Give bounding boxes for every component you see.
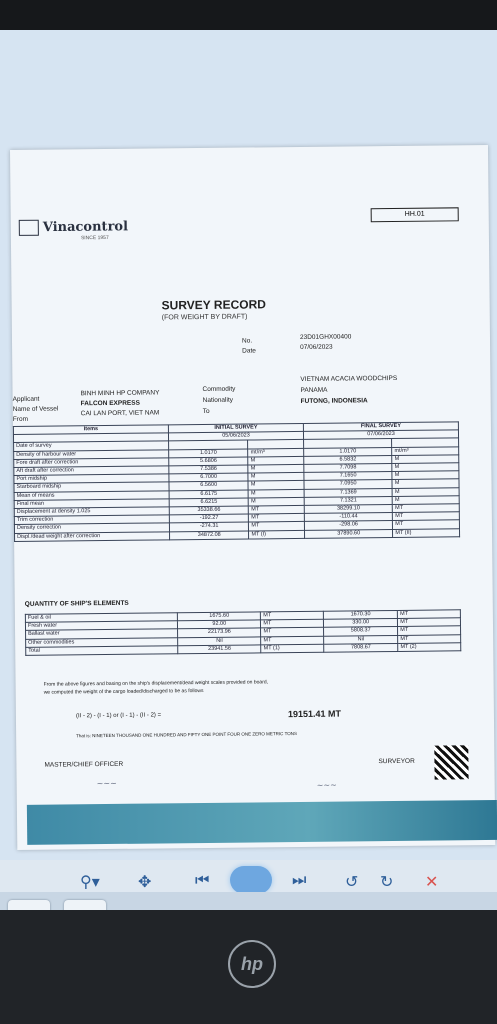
row-item: Total — [26, 646, 178, 656]
skip-forward-icon[interactable]: ⏭ — [292, 872, 307, 889]
row-item: Ballast water — [26, 629, 178, 639]
row-item: Mean of means — [14, 490, 169, 500]
final-unit: MT (II) — [393, 528, 460, 537]
page-title: SURVEY RECORD — [161, 297, 266, 313]
initial-unit: M — [248, 481, 304, 490]
row-item: Density of harbour water — [14, 449, 169, 459]
final-value: Nil — [324, 635, 398, 644]
elements-title: QUANTITY OF SHIP'S ELEMENTS — [24, 599, 129, 608]
no-value: 23D01GHX00400 — [299, 333, 352, 341]
initial-unit: M — [248, 464, 304, 473]
from-value: CAI LAN PORT, VIET NAM — [80, 409, 160, 418]
initial-unit: MT — [249, 522, 305, 531]
final-unit: MT (2) — [398, 643, 461, 652]
rotate-right-icon[interactable]: ↻ — [380, 874, 394, 891]
page-subtitle: (FOR WEIGHT BY DRAFT) — [161, 313, 248, 322]
final-value: 330.00 — [324, 619, 398, 628]
initial-unit: mt/m³ — [248, 448, 304, 457]
applicant-value: BINH MINH HP COMPANY — [80, 389, 160, 398]
initial-unit: MT — [249, 505, 305, 514]
final-value: 7808.67 — [324, 643, 398, 652]
date-label: Date — [242, 347, 256, 355]
row-item: Fuel & oil — [25, 613, 177, 623]
vessel-label: Name of Vessel — [12, 405, 59, 413]
initial-value: -274.31 — [169, 522, 248, 531]
col-final: FINAL SURVEY — [303, 422, 458, 432]
final-value: -110.44 — [304, 513, 392, 522]
final-date: 07/06/2023 — [303, 430, 458, 440]
initial-unit: MT — [261, 628, 324, 637]
initial-date: 05/06/2023 — [168, 432, 303, 442]
initial-value: 34872.08 — [170, 531, 249, 540]
row-item: Density correction — [14, 523, 169, 533]
document-page — [10, 145, 495, 850]
formula: (II - 2) - (I - 1) or (I - 1) - (II - 2) = — [75, 712, 162, 720]
initial-value: 23941.56 — [178, 645, 261, 654]
surveyor-label: SURVEYOR — [378, 757, 415, 766]
initial-unit: MT (1) — [261, 644, 324, 653]
footer-band — [27, 800, 497, 845]
final-value: 1.0170 — [304, 447, 392, 456]
final-unit: M — [392, 455, 459, 464]
initial-value: 6.7000 — [169, 473, 248, 482]
final-value: 6.5832 — [304, 455, 392, 464]
initial-value: Nil — [178, 637, 261, 646]
hp-logo: hp — [228, 940, 276, 988]
initial-value: 6.5600 — [169, 481, 248, 490]
initial-value: 1.0170 — [169, 449, 248, 458]
monitor-bezel-top — [0, 0, 497, 34]
commodity-label: Commodity — [202, 385, 236, 393]
vinacontrol-logo — [19, 219, 128, 236]
initial-value: 92.00 — [178, 620, 261, 629]
to-value: FUTONG, INDONESIA — [300, 397, 368, 405]
to-label: To — [202, 407, 210, 415]
final-value: -298.06 — [304, 521, 392, 530]
initial-value: 7.5386 — [169, 465, 248, 474]
final-value: 37890.60 — [304, 529, 392, 538]
initial-value: 35338.66 — [169, 506, 248, 515]
final-value: 7.7098 — [304, 464, 392, 473]
final-unit: M — [392, 479, 459, 488]
row-item: Other commodities — [26, 637, 178, 647]
final-unit: M — [392, 487, 459, 496]
final-unit: MT — [393, 520, 460, 529]
col-items: Items — [13, 425, 168, 435]
result-in-words: That is: NINETEEN THOUSAND ONE HUNDRED AND FIFTY ONE POINT FOUR ONE ZERO METRIC TONS — [76, 731, 298, 739]
row-item: Displ./dead weight after correction — [15, 531, 170, 541]
initial-value: 6.6175 — [169, 490, 248, 499]
logo-subtitle: SINCE 1957 — [80, 234, 109, 242]
final-value: 7.1650 — [304, 472, 392, 481]
slideshow-icon[interactable] — [230, 866, 272, 894]
col-initial: INITIAL SURVEY — [168, 423, 303, 433]
no-label: No. — [241, 337, 253, 345]
vessel-value: FALCON EXPRESS — [80, 399, 140, 408]
final-unit: MT — [398, 610, 461, 619]
final-unit: M — [392, 496, 459, 505]
final-unit: MT — [398, 626, 461, 635]
nationality-value: PANAMA — [300, 386, 328, 394]
qr-code — [434, 745, 468, 779]
final-value: 7.1321 — [304, 496, 392, 505]
pan-icon[interactable]: ✥ — [138, 874, 152, 891]
laptop-body — [0, 910, 497, 1024]
applicant-label: Applicant — [12, 395, 40, 403]
row-item: Fresh water — [25, 621, 177, 631]
initial-unit: M — [248, 473, 304, 482]
initial-unit: M — [248, 456, 304, 465]
initial-unit: MT — [261, 636, 324, 645]
row-item: Aft draft after correction — [14, 466, 169, 476]
row-item: Port midship — [14, 474, 169, 484]
close-icon[interactable]: ✕ — [425, 874, 439, 891]
final-unit: MT — [393, 504, 460, 513]
initial-unit: MT — [261, 619, 324, 628]
initial-unit: MT — [261, 611, 324, 620]
initial-unit: M — [249, 497, 305, 506]
skip-back-icon[interactable]: ⏮ — [195, 872, 210, 889]
final-unit: M — [392, 471, 459, 480]
date-value: 07/06/2023 — [300, 343, 333, 351]
initial-value: 1675.60 — [178, 612, 261, 621]
row-item: Trim correction — [14, 515, 169, 525]
final-value: 38299.10 — [304, 505, 392, 514]
final-unit: M — [392, 463, 459, 472]
screen — [0, 30, 497, 910]
survey-table — [13, 421, 460, 542]
final-value: 7.1369 — [304, 488, 392, 497]
final-unit: MT — [398, 634, 461, 643]
conclusion-line-2: we computed the weight of the cargo loaded/discharged to be as follows — [43, 688, 204, 696]
initial-value: 6.6215 — [169, 498, 248, 507]
zoom-icon[interactable]: ⚲▾ — [80, 874, 100, 891]
elements-table — [25, 609, 461, 656]
surveyor-signature: ~~~ — [316, 780, 337, 790]
row-item: Displacement at density 1.025 — [14, 507, 169, 517]
initial-unit: MT — [249, 514, 305, 523]
master-label: MASTER/CHIEF OFFICER — [44, 760, 124, 769]
row-item: Date of survey — [14, 441, 169, 451]
logo-text: Vinacontrol — [42, 219, 129, 236]
initial-value: -192.27 — [169, 514, 248, 523]
from-label: From — [12, 415, 29, 423]
result-value: 19151.41 MT — [287, 708, 342, 720]
final-unit: mt/m³ — [392, 446, 459, 455]
conclusion-line-1: From the above figures and basing on the ship's displacement/dead weight scales provided on board, — [43, 679, 269, 688]
rotate-left-icon[interactable]: ↺ — [345, 874, 359, 891]
final-unit: MT — [393, 512, 460, 521]
master-signature: ~~~ — [96, 778, 117, 789]
initial-value: 5.6806 — [169, 457, 248, 466]
nationality-label: Nationality — [202, 396, 234, 404]
row-item: Final mean — [14, 499, 169, 509]
scales-icon — [19, 220, 39, 236]
final-value: 5808.37 — [324, 627, 398, 636]
initial-value: 22173.96 — [178, 628, 261, 637]
form-code: HH.01 — [371, 207, 459, 222]
final-value: 1670.30 — [324, 610, 398, 619]
initial-unit: MT (I) — [249, 530, 305, 539]
final-value: 7.0950 — [304, 480, 392, 489]
final-unit: MT — [398, 618, 461, 627]
row-item: Starboard midship — [14, 482, 169, 492]
commodity-value: VIETNAM ACACIA WOODCHIPS — [300, 374, 398, 383]
row-item: Fore draft after correction — [14, 458, 169, 468]
initial-unit: M — [248, 489, 304, 498]
